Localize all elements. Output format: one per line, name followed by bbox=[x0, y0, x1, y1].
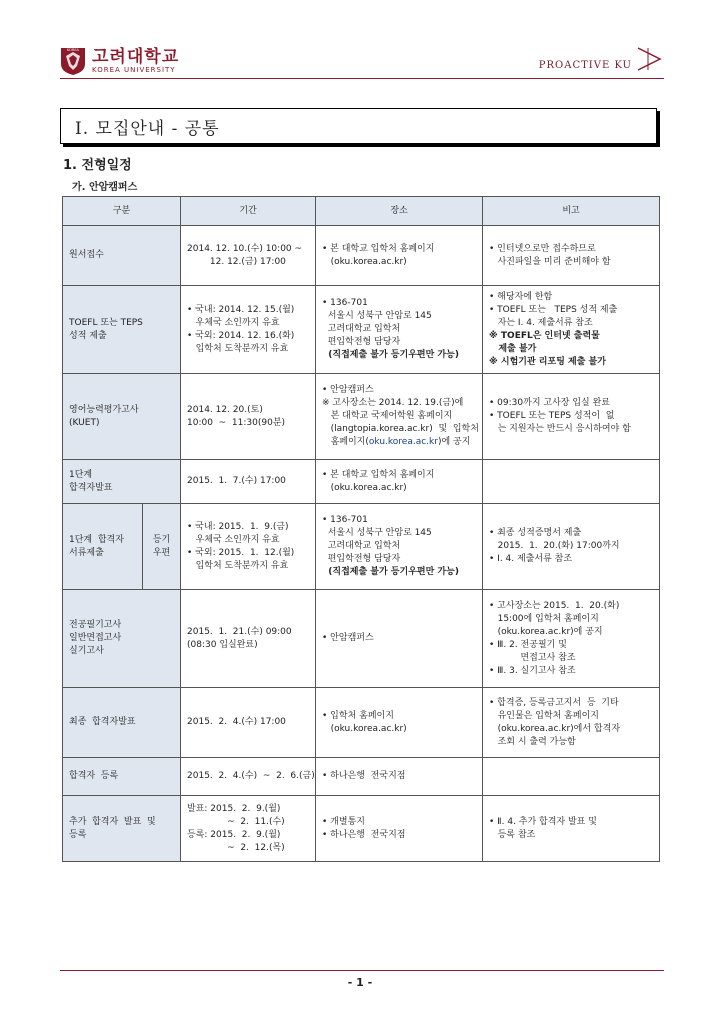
footer-divider bbox=[60, 970, 664, 971]
row-label: 1단계 합격자 서류제출 bbox=[63, 504, 143, 590]
note-cell: • 최종 성적증명서 제출 2015. 1. 20.(화) 17:00까지 • Ⅰ. 4. 제출서류 참조 bbox=[483, 504, 660, 590]
schedule-heading: 1. 전형일정 bbox=[63, 158, 132, 173]
header-category: 구분 bbox=[63, 197, 181, 226]
place-cell: • 본 대학교 입학처 홈페이지 (oku.korea.ac.kr) bbox=[316, 460, 483, 504]
row-label: 추가 합격자 발표 및 등록 bbox=[63, 796, 181, 862]
proactive-text: PROACTIVE KU bbox=[538, 59, 632, 71]
table-row bbox=[63, 590, 660, 688]
row-label: 원서접수 bbox=[63, 226, 181, 286]
place-cell: • 136-701 서울시 성북구 안암로 145 고려대학교 입학처 편입학전형 담당자 (직접제출 불가 등기우편만 가능) bbox=[316, 504, 483, 590]
period-cell: 2015. 1. 21.(수) 09:00 (08:30 입실완료) bbox=[181, 590, 316, 688]
schedule-table bbox=[62, 196, 660, 862]
proactive-mark-icon bbox=[634, 44, 664, 74]
korea-university-seal-icon bbox=[60, 46, 86, 76]
page-number: - 1 - bbox=[347, 976, 373, 989]
korea-university-logo bbox=[60, 46, 179, 76]
table-row bbox=[63, 374, 660, 460]
page-header bbox=[0, 0, 720, 92]
university-english-name: KOREA UNIVERSITY bbox=[92, 65, 176, 74]
note-cell: • 고사장소는 2015. 1. 20.(화) 15:00에 입학처 홈페이지 (oku.korea.ac.kr)에 공지 • Ⅲ. 2. 전공필기 및 면접고사 참조 • Ⅲ. 3. 실기고사 참조 bbox=[483, 590, 660, 688]
place-cell: • 하나은행 전국지점 bbox=[316, 758, 483, 796]
note-cell: • 인터넷으로만 접수하므로 사진파일을 미리 준비해야 함 bbox=[483, 226, 660, 286]
place-cell: • 본 대학교 입학처 홈페이지 (oku.korea.ac.kr) bbox=[316, 226, 483, 286]
table-header-row bbox=[63, 197, 660, 226]
period-cell: 2014. 12. 20.(토) 10:00 ~ 11:30(90분) bbox=[181, 374, 316, 460]
row-label: TOEFL 또는 TEPS 성적 제출 bbox=[63, 286, 181, 374]
header-place: 장소 bbox=[316, 197, 483, 226]
note-cell bbox=[483, 460, 660, 504]
campus-heading: 가. 안암캠퍼스 bbox=[72, 182, 138, 193]
header-period: 기간 bbox=[181, 197, 316, 226]
place-cell: • 안암캠퍼스 ※ 고사장소는 2014. 12. 19.(금)에 본 대학교 국제어학원 홈페이지 (langtopia.korea.ac.kr) 및 입학처 홈페이지(oku.korea.ac.kr)에 공지 bbox=[316, 374, 483, 460]
note-cell: • Ⅱ. 4. 추가 합격자 발표 및 등록 참조 bbox=[483, 796, 660, 862]
note-cell: • 해당자에 한함 • TOEFL 또는 TEPS 성적 제출 자는 Ⅰ. 4. 제출서류 참조 ※ TOEFL은 인터넷 출력물 제출 불가 ※ 시험기관 리포팅 제출 불가 bbox=[483, 286, 660, 374]
row-label: 최종 합격자발표 bbox=[63, 688, 181, 758]
table-row bbox=[63, 504, 660, 590]
row-sublabel: 등기 우편 bbox=[143, 504, 181, 590]
row-label: 영어능력평가고사 (KUET) bbox=[63, 374, 181, 460]
place-cell: • 개별통지 • 하나은행 전국지점 bbox=[316, 796, 483, 862]
note-cell bbox=[483, 758, 660, 796]
university-name: 고려대학교 bbox=[92, 46, 180, 67]
header-note: 비고 bbox=[483, 197, 660, 226]
svg-text:KOREA: KOREA bbox=[67, 48, 79, 52]
period-cell: 2015. 2. 4.(수) 17:00 bbox=[181, 688, 316, 758]
period-cell: 2015. 1. 7.(수) 17:00 bbox=[181, 460, 316, 504]
table-row bbox=[63, 460, 660, 504]
period-cell: • 국내: 2014. 12. 15.(월) 우체국 소인까지 유효 • 국외: 2014. 12. 16.(화) 입학처 도착분까지 유효 bbox=[181, 286, 316, 374]
table-row bbox=[63, 688, 660, 758]
homepage-link[interactable]: oku.korea.ac.kr bbox=[368, 437, 438, 447]
place-cell: • 안암캠퍼스 bbox=[316, 590, 483, 688]
section-title-box bbox=[60, 108, 657, 144]
period-cell: • 국내: 2015. 1. 9.(금) 우체국 소인까지 유효 • 국외: 2015. 1. 12.(월) 입학처 도착분까지 유효 bbox=[181, 504, 316, 590]
period-cell: 2014. 12. 10.(수) 10:00 ~ 12. 12.(금) 17:00 bbox=[181, 226, 316, 286]
note-cell: • 합격증, 등록금고지서 등 기타 유인물은 입학처 홈페이지 (oku.korea.ac.kr)에서 합격자 조회 시 출력 가능함 bbox=[483, 688, 660, 758]
period-cell: 발표: 2015. 2. 9.(월) ~ 2. 11.(수) 등록: 2015. 2. 9.(월) ~ 2. 12.(목) bbox=[181, 796, 316, 862]
section-title: Ⅰ. 모집안내 - 공통 bbox=[75, 118, 220, 139]
period-cell: 2015. 2. 4.(수) ~ 2. 6.(금) bbox=[181, 758, 316, 796]
row-label: 전공필기고사 일반면접고사 실기고사 bbox=[63, 590, 181, 688]
place-cell: • 136-701 서울시 성북구 안암로 145 고려대학교 입학처 편입학전형 담당자 (직접제출 불가 등기우편만 가능) bbox=[316, 286, 483, 374]
table-row bbox=[63, 796, 660, 862]
place-cell: • 입학처 홈페이지 (oku.korea.ac.kr) bbox=[316, 688, 483, 758]
row-label: 합격자 등록 bbox=[63, 758, 181, 796]
table-row bbox=[63, 226, 660, 286]
table-row bbox=[63, 758, 660, 796]
proactive-ku-logo bbox=[539, 44, 664, 74]
row-label: 1단계 합격자발표 bbox=[63, 460, 181, 504]
table-row bbox=[63, 286, 660, 374]
note-cell: • 09:30까지 고사장 입실 완료 • TOEFL 또는 TEPS 성적이 없 는 지원자는 반드시 응시하여야 함 bbox=[483, 374, 660, 460]
header-divider bbox=[60, 78, 664, 79]
